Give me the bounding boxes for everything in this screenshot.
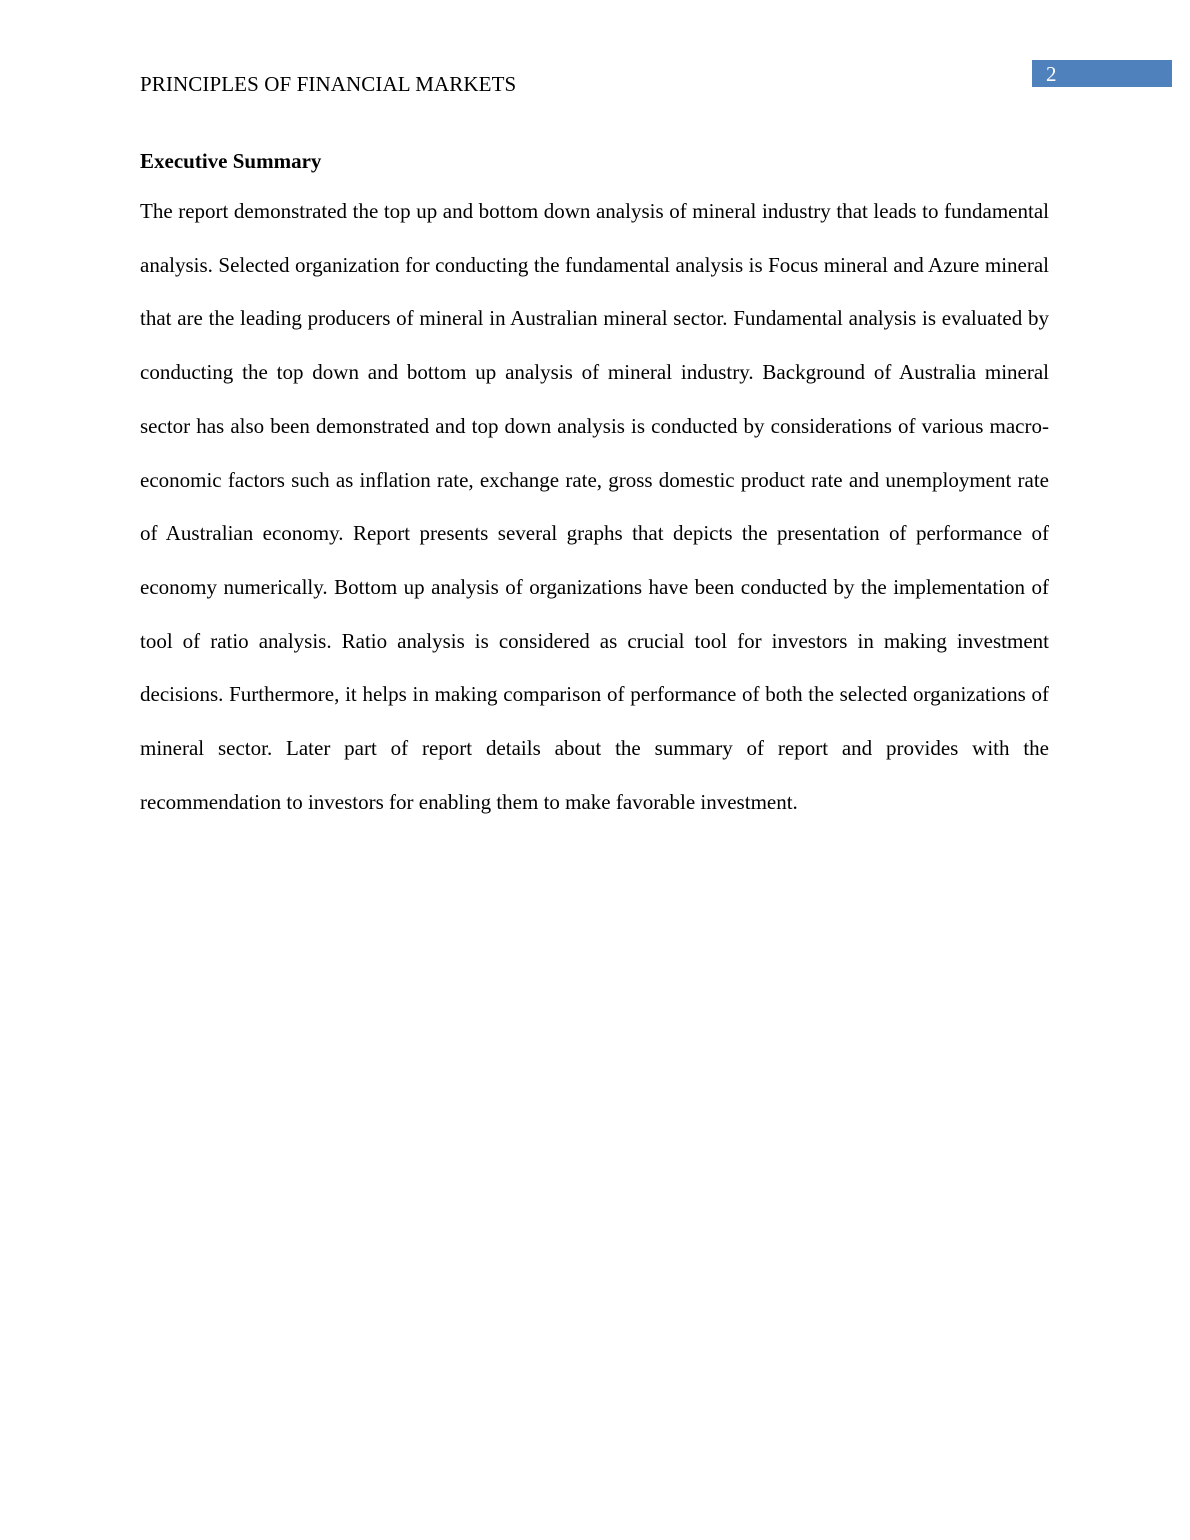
body-paragraph: The report demonstrated the top up and bottom down analysis of mineral industry that leads to fundamental analysis. Selected organization for conducting the fundamental analysis is Focus mineral and Azure mineral that are the leading producers of mineral in Australian mineral sector. Fundamental analysis is evaluated by conducting the top down and bottom up analysis of mineral industry. Background of Australia mineral sector has also been demonstrated and top down analysis is conducted by considerations of various macro-economic factors such as inflation rate, exchange rate, gross domestic product rate and unemployment rate of Australian economy. Report presents several graphs that depicts the presentation of performance of economy numerically. Bottom up analysis of organizations have been conducted by the implementation of tool of ratio analysis. Ratio analysis is considered as crucial tool for investors in making investment decisions. Furthermore, it helps in making comparison of performance of both the selected organizations of mineral sector. Later part of report details about the summary of report and provides with the recommendation to investors for enabling them to make favorable investment. — [140, 199, 1049, 814]
section-heading: Executive Summary — [140, 149, 322, 173]
page-number: 2 — [1046, 62, 1057, 86]
page-number-badge — [1032, 60, 1172, 87]
running-head: PRINCIPLES OF FINANCIAL MARKETS — [140, 72, 517, 96]
